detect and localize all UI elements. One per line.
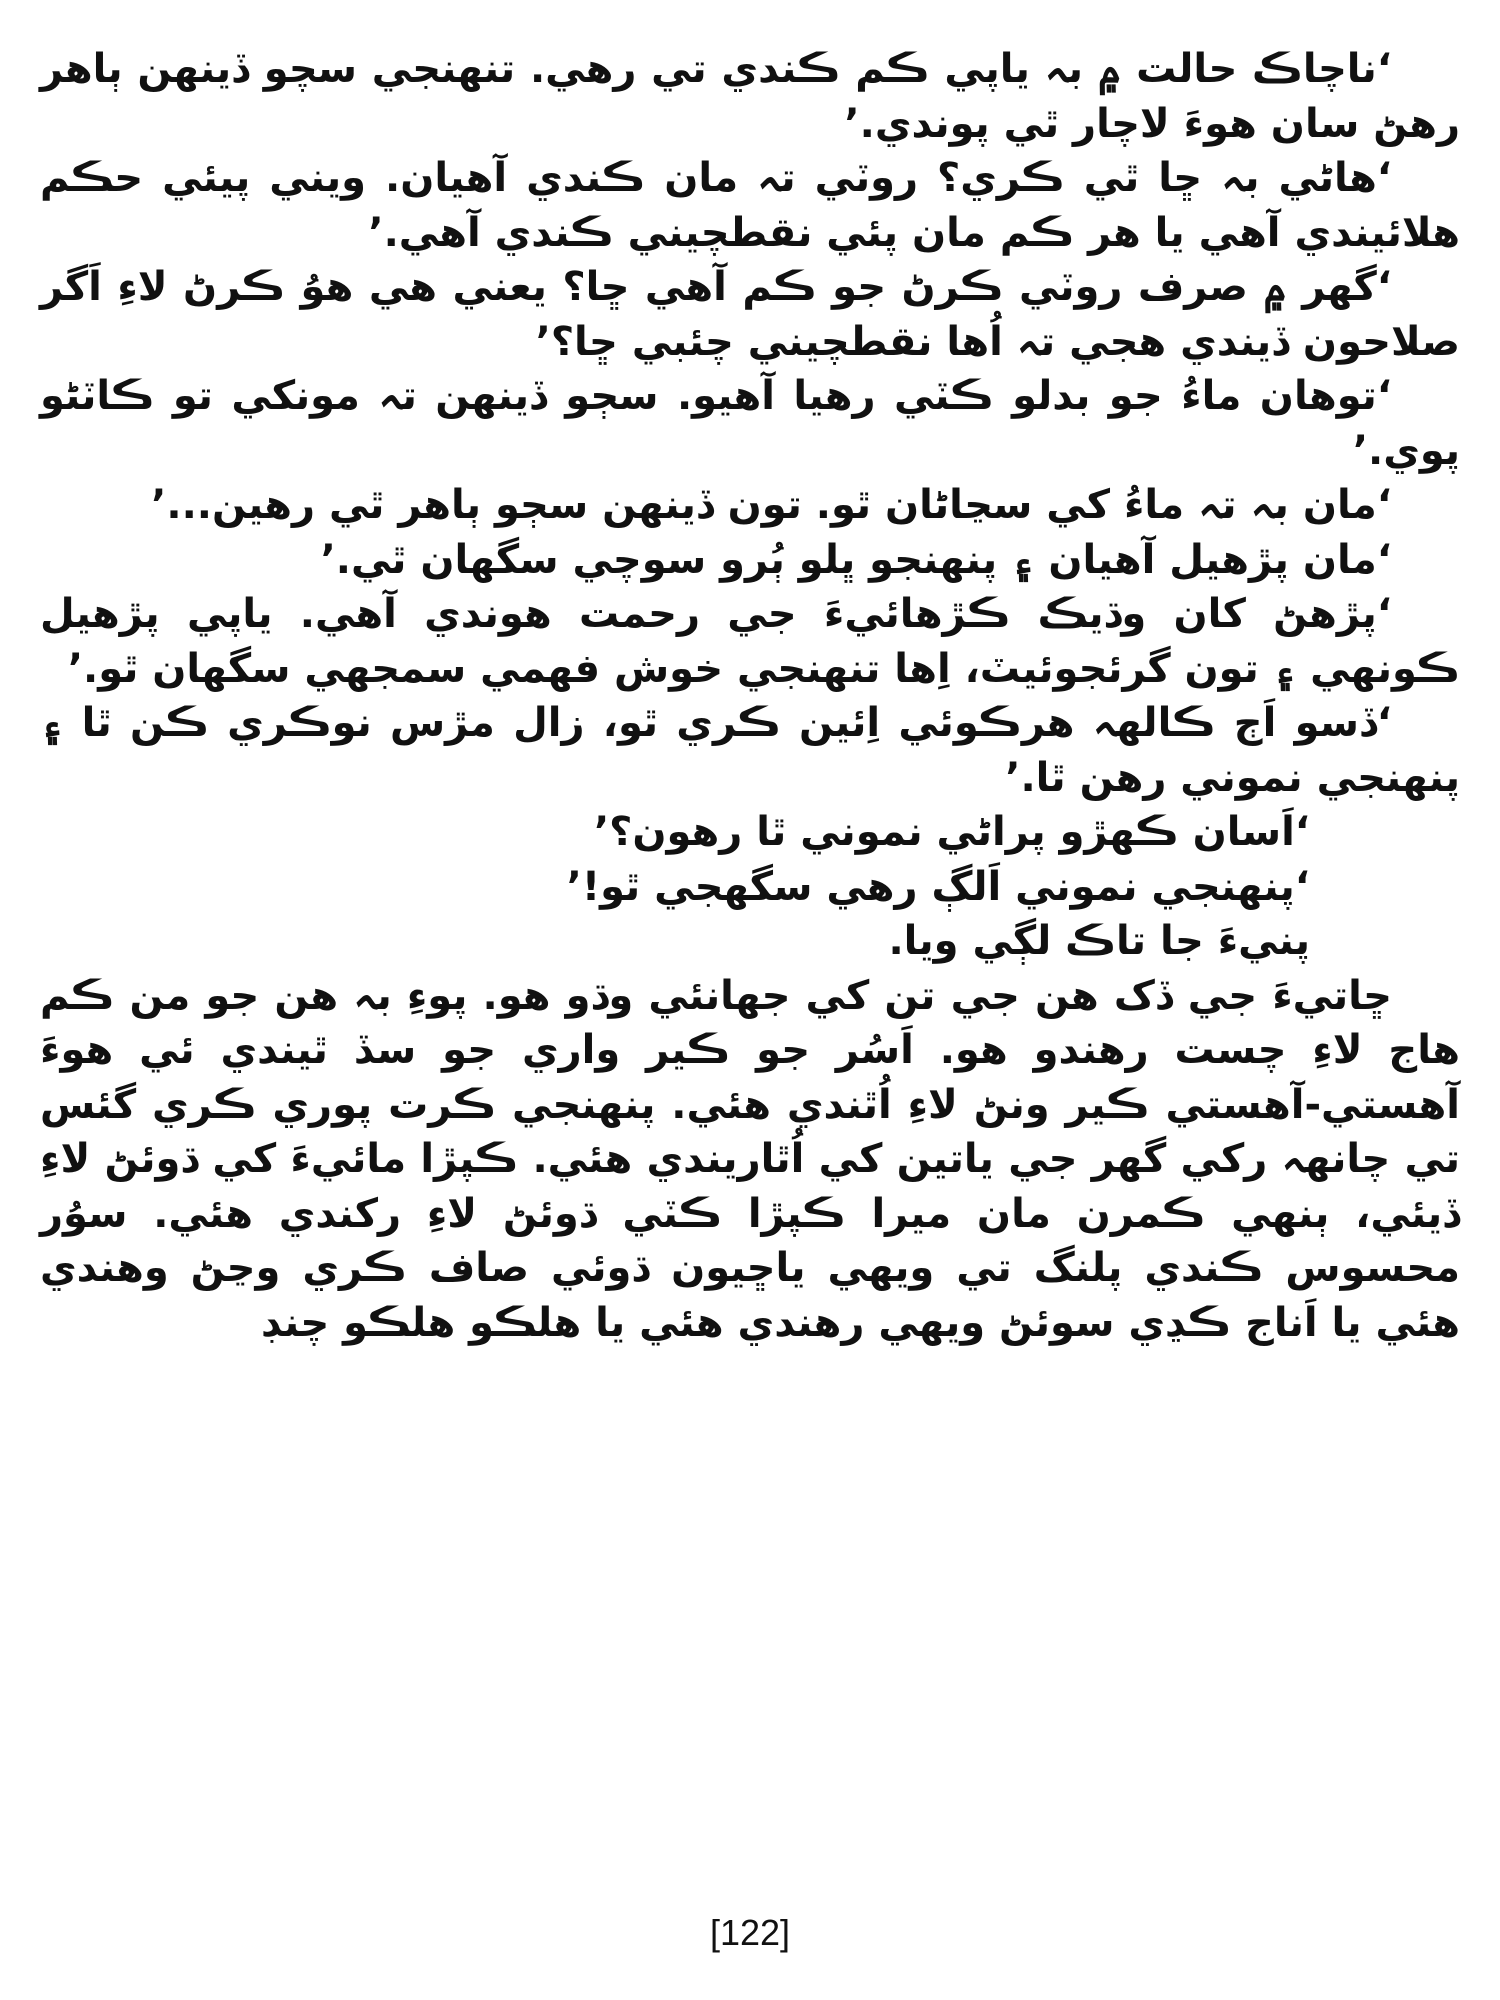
paragraph: ‘اَسان ڪهڙو پراڻي نموني ٿا رهون؟’ (593, 809, 1310, 855)
paragraph: ‘گهر ۾ صرف روٽي ڪرڻ جو ڪم آهي ڇا؟ يعني هي هوُ ڪرڻ لاءِ اَگر صلاحون ڏيندي هجي تہ اُها نقطچيني چئبي ڇا؟’ (40, 264, 1460, 365)
paragraph: ‘هاڻي بہ ڇا ٿي ڪري؟ روٽي تہ مان ڪندي آهيان. ويني پيئي حڪم هلائيندي آهي يا هر ڪم مان پئي نقطچيني ڪندي آهي.’ (40, 155, 1460, 256)
paragraph: ‘توهان ماءُ جو بدلو ڪٽي رهيا آهيو. سڄو ڏينهن تہ مونکي تو ڪاٽڻو پوي.’ (40, 373, 1460, 474)
paragraph: ‘ڏسو اَڄ ڪالهہ هرڪوئي اِئين ڪري ٿو، زال مڙس نوڪري ڪن ٿا ۽ پنهنجي نموني رهن ٿا.’ (40, 700, 1460, 801)
page-number: [122] (709, 1912, 791, 1953)
paragraph: ڇاتيءَ جي ڏک هن جي تن کي جهانئي وڌو هو. پوءِ بہ هن جو من ڪم هاج لاءِ چست رهندو هو. اَسُر جو ڪير واري جو سڏ ٿيندي ئي هوءَ آهستي-آهستي ڪير ونڻ لاءِ اُٿندي هئي. پنهنجي ڪرت پوري ڪري گئس تي چانهہ رکي گهر جي ياتين کي اُٿاريندي هئي. ڪپڙا مائيءَ کي ڌوئڻ لاءِ ڏيئي، ٻنهي ڪمرن مان ميرا ڪپڙا ڪٽي ڌوئڻ لاءِ رکندي هئي. سوُر محسوس ڪندي پلنگ تي ويهي ياڇيون ڌوئي صاف ڪري وڃڻ وهندي هئي يا اَناج ڪڍي سوئڻ ويهي رهندي هئي يا هلڪو هلڪو چنڊ (40, 972, 1460, 1346)
paragraph: ‘پنهنجي نموني اَلڳ رهي سگهجي ٿو!’ (566, 863, 1310, 910)
paragraph: ‘مان بہ تہ ماءُ کي سڃاڻان ٿو. تون ڏينهن سڄو ٻاهر ٿي رهين...’ (151, 482, 1392, 528)
paragraph: ‘مان پڙهيل آهيان ۽ پنهنجو ڀلو ٻُرو سوچي سگهان ٿي.’ (320, 536, 1392, 583)
paragraph: ‘پڙهڻ کان وڌيڪ ڪڙهائيءَ جي رحمت هوندي آهي. ياپي پڙهيل ڪونهي ۽ تون گرئجوئيٽ، اِها تنهنجي خوش فهمي سمجهي سگهان ٿو.’ (40, 591, 1460, 692)
story-text (40, 42, 1460, 1350)
paragraph: پنيءَ جا تاڪ لڳي ويا. (888, 918, 1310, 964)
paragraph: ‘ناچاڪ حالت ۾ بہ ياپي ڪم ڪندي تي رهي. تنهنجي سچو ڏينهن ٻاهر رهڻ سان هوءَ لاچار ٿي پوندي.’ (40, 46, 1460, 147)
